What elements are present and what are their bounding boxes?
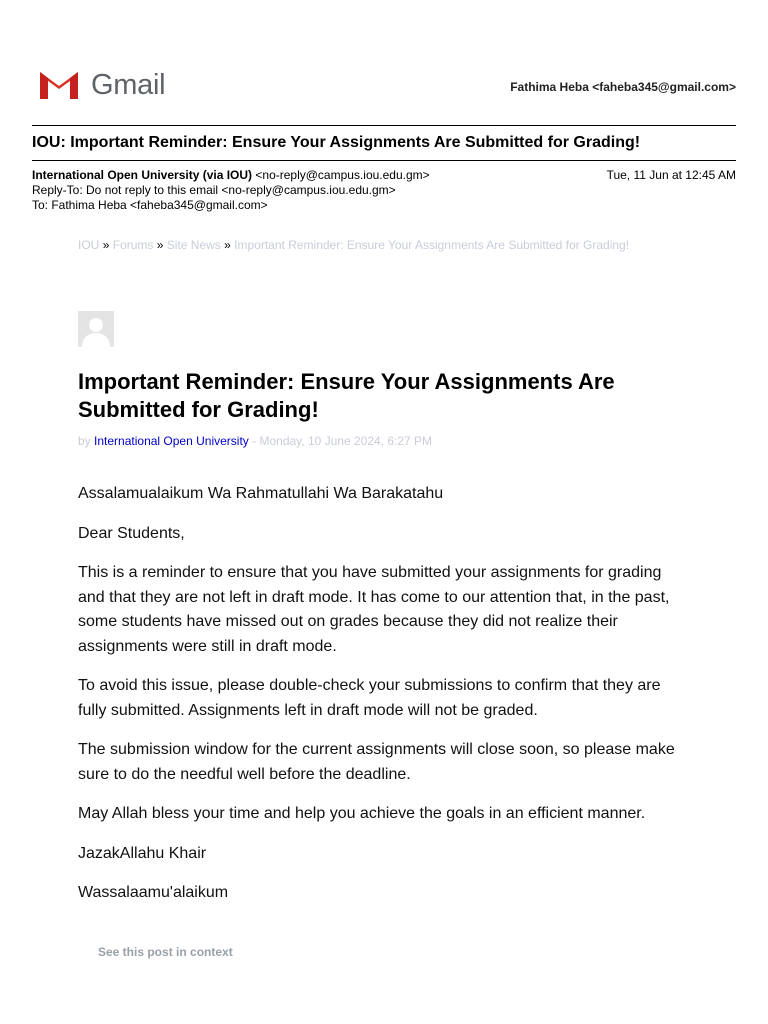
body-paragraph: This is a reminder to ensure that you have submitted your assignments for grading and that they are not left in draft mode. It has come to our attention that, in the past, some students have missed out on grades because they did not realize their assignments were still in draft mode.	[78, 564, 670, 655]
breadcrumb-item-post[interactable]: Important Reminder: Ensure Your Assignments Are Submitted for Grading!	[234, 238, 630, 252]
post-body	[78, 482, 690, 921]
breadcrumb-item-forums[interactable]: Forums	[112, 238, 154, 252]
email-print-header	[37, 68, 736, 104]
breadcrumb	[78, 238, 629, 252]
body-paragraph: To avoid this issue, please double-check your submissions to confirm that they are fully submitted. Assignments left in draft mode will not be graded.	[78, 677, 661, 719]
breadcrumb-separator: »	[102, 238, 110, 252]
breadcrumb-item-iou[interactable]: IOU	[78, 238, 100, 252]
divider	[32, 160, 736, 161]
email-subject: IOU: Important Reminder: Ensure Your Assignments Are Submitted for Grading!	[32, 134, 641, 151]
gmail-logo-icon	[37, 68, 81, 102]
body-paragraph: May Allah bless your time and help you achieve the goals in an efficient manner.	[78, 805, 646, 822]
greeting: Assalamualaikum Wa Rahmatullahi Wa Barakatahu	[78, 485, 444, 502]
post-byline	[78, 434, 432, 448]
reply-to-line: Reply-To: Do not reply to this email <no-reply@campus.iou.edu.gm>	[32, 183, 396, 197]
account-name: Fathima Heba <faheba345@gmail.com>	[510, 80, 736, 94]
user-avatar-icon	[78, 311, 114, 347]
sign-off: Wassalaamu'alaikum	[78, 884, 229, 901]
avatar	[78, 311, 114, 347]
post-date: Monday, 10 June 2024, 6:27 PM	[259, 434, 433, 448]
email-date: Tue, 11 Jun at 12:45 AM	[606, 168, 736, 182]
breadcrumb-separator: »	[224, 238, 231, 252]
to-line: To: Fathima Heba <faheba345@gmail.com>	[32, 198, 268, 212]
closing: JazakAllahu Khair	[78, 844, 207, 862]
author-link[interactable]: International Open University	[94, 434, 249, 448]
date-separator: -	[252, 434, 257, 448]
salutation: Dear Students,	[78, 524, 185, 542]
sender-address: <no-reply@campus.iou.edu.gm>	[255, 168, 430, 182]
by-label: by	[78, 434, 91, 448]
breadcrumb-item-site-news[interactable]: Site News	[166, 238, 221, 252]
email-meta	[32, 168, 736, 213]
divider	[32, 125, 736, 126]
breadcrumb-separator: »	[156, 238, 164, 252]
post-title: Important Reminder: Ensure Your Assignments Are Submitted for Grading!	[78, 369, 615, 422]
see-in-context-link[interactable]: See this post in context	[98, 945, 233, 959]
sender-name: International Open University (via IOU)	[32, 168, 253, 182]
gmail-logo	[37, 68, 165, 102]
gmail-logo-text: Gmail	[91, 68, 166, 101]
body-paragraph: The submission window for the current assignments will close soon, so please make sure to do the needful well before the deadline.	[78, 741, 675, 783]
